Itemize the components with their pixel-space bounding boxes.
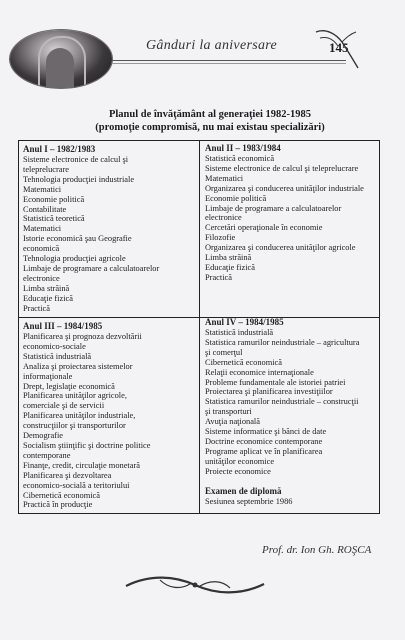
plan-subtitle: (promoţie compromisă, nu mai existau specializări) bbox=[95, 122, 325, 133]
course-item: Practică în producţie bbox=[23, 500, 93, 510]
course-item: Organizarea şi conducerea unităţilor agricole bbox=[205, 243, 356, 253]
course-item: Limba străină bbox=[23, 283, 70, 293]
course-item: Tehnologia producţiei agricole bbox=[23, 254, 126, 264]
course-item: Cibernetică economică bbox=[205, 357, 282, 367]
course-item: Finanţe, credit, circulaţie monetară bbox=[23, 460, 140, 470]
course-item: Practică bbox=[23, 303, 50, 313]
header-rule bbox=[112, 60, 346, 61]
year-4-courses bbox=[205, 328, 377, 477]
course-item: Educaţie fizică bbox=[205, 262, 255, 272]
course-item: Statistica ramurilor neindustriale – construcţii bbox=[205, 397, 359, 407]
course-item: Contabilitate bbox=[23, 204, 67, 214]
curriculum-table bbox=[18, 140, 380, 514]
exam-heading: Examen de diplomă bbox=[205, 485, 282, 496]
course-item: Proiectarea şi planificarea investiţiilor bbox=[205, 387, 333, 397]
course-item: Matematici bbox=[205, 173, 244, 183]
author-signature: Prof. dr. Ion Gh. ROŞCA bbox=[262, 544, 372, 556]
course-item: economică bbox=[23, 244, 60, 254]
year-1-courses bbox=[23, 155, 195, 314]
course-item: Avuţia naţională bbox=[205, 417, 260, 427]
course-item: Sisteme electronice de calcul şi bbox=[23, 155, 129, 164]
year-2-heading: Anul II – 1983/1984 bbox=[205, 143, 281, 153]
course-item: Doctrine economice contemporane bbox=[205, 436, 323, 446]
course-item: teleprelucrare bbox=[23, 164, 70, 174]
course-item: comerciale şi de servicii bbox=[23, 401, 105, 411]
course-item: unităţilor economice bbox=[205, 456, 275, 466]
course-item: Statistica ramurilor neindustriale – agricultura bbox=[205, 337, 360, 347]
course-item: Programe aplicat ve în planificarea bbox=[205, 446, 323, 456]
course-item: Proiecte economice bbox=[205, 466, 271, 476]
course-item: Organizarea şi conducerea unităţilor industriale bbox=[205, 183, 364, 193]
course-item: Cibernetică economică bbox=[23, 490, 100, 500]
course-item: construcţiilor şi transporturilor bbox=[23, 421, 126, 431]
course-item: Economie politică bbox=[205, 193, 267, 203]
course-item: şi comerţul bbox=[205, 347, 243, 357]
year-3-heading: Anul III – 1984/1985 bbox=[23, 321, 103, 331]
course-item: Limbaje de programare a calculatoarelor bbox=[23, 263, 160, 273]
course-item: economico-sociale bbox=[23, 341, 86, 351]
header-photo bbox=[10, 30, 112, 88]
year-4-heading: Anul IV – 1984/1985 bbox=[205, 317, 284, 327]
year-4-cell bbox=[205, 317, 377, 506]
course-item: Planificarea unităţilor industriale, bbox=[23, 411, 136, 421]
page-number: 145 bbox=[329, 40, 349, 55]
course-item: Sisteme electronice de calcul şi teleprelucrare bbox=[205, 163, 359, 173]
course-item: Analiza şi proiectarea sistemelor bbox=[23, 361, 133, 371]
course-item: Istorie economică şau Geografie bbox=[23, 234, 132, 244]
course-item: economico-socială a teritoriului bbox=[23, 480, 130, 490]
year-1-cell bbox=[23, 144, 195, 314]
course-item: Probleme fundamentale ale istoriei patriei bbox=[205, 377, 346, 387]
course-item: Filozofie bbox=[205, 233, 236, 243]
course-item: informaţionale bbox=[23, 371, 73, 381]
year-1-heading: Anul I – 1982/1983 bbox=[23, 144, 96, 154]
exam-session: Sesiunea septembrie 1986 bbox=[205, 496, 293, 506]
course-item: contemporane bbox=[23, 450, 71, 460]
plan-title: Planul de învăţământ al generaţiei 1982-1985 bbox=[108, 109, 312, 120]
table-vertical-divider bbox=[199, 141, 200, 513]
course-item: Sisteme informatice şi bănci de date bbox=[205, 427, 327, 437]
course-item: Limbaje de programare a calculatoarelor bbox=[205, 203, 342, 213]
course-item: Relaţii economice internaţionale bbox=[205, 367, 314, 377]
course-item: Statistică economică bbox=[205, 154, 275, 163]
course-item: Statistică teoretică bbox=[23, 214, 85, 224]
course-item: electronice bbox=[205, 213, 242, 223]
course-item: Socialism ştiinţific şi doctrine politice bbox=[23, 440, 151, 450]
running-title: Gânduri la aniversare bbox=[146, 38, 277, 53]
corner-flourish-icon bbox=[312, 24, 362, 74]
course-item: Planificarea şi dezvoltarea bbox=[23, 470, 112, 480]
course-item: Drept, legislaţie economică bbox=[23, 381, 115, 391]
header-rule-secondary bbox=[112, 63, 346, 64]
course-item: Practică bbox=[205, 272, 232, 282]
year-2-courses bbox=[205, 154, 377, 283]
course-item: Planificarea şi prognoza dezvoltării bbox=[23, 332, 142, 341]
course-item: Cercetări operaţionale în economie bbox=[205, 223, 323, 233]
course-item: electronice bbox=[23, 273, 60, 283]
course-item: Matematici bbox=[23, 224, 62, 234]
year-3-cell bbox=[23, 321, 195, 510]
course-item: Statistică industrială bbox=[23, 351, 92, 361]
course-item: Economie politică bbox=[23, 194, 85, 204]
course-item: Statistică industrială bbox=[205, 328, 274, 337]
course-item: Matematici bbox=[23, 184, 62, 194]
year-3-courses bbox=[23, 332, 195, 510]
course-item: Educaţie fizică bbox=[23, 293, 73, 303]
course-item: Demografie bbox=[23, 431, 63, 441]
course-item: Limba străină bbox=[205, 253, 252, 263]
course-item: Tehnologia producţiei industriale bbox=[23, 174, 135, 184]
bottom-ornament-icon bbox=[120, 572, 270, 598]
course-item: şi transporturi bbox=[205, 407, 252, 417]
year-2-cell bbox=[205, 143, 377, 283]
course-item: Planificarea unităţilor agricole, bbox=[23, 391, 127, 401]
photo-arch-inner bbox=[46, 48, 74, 88]
